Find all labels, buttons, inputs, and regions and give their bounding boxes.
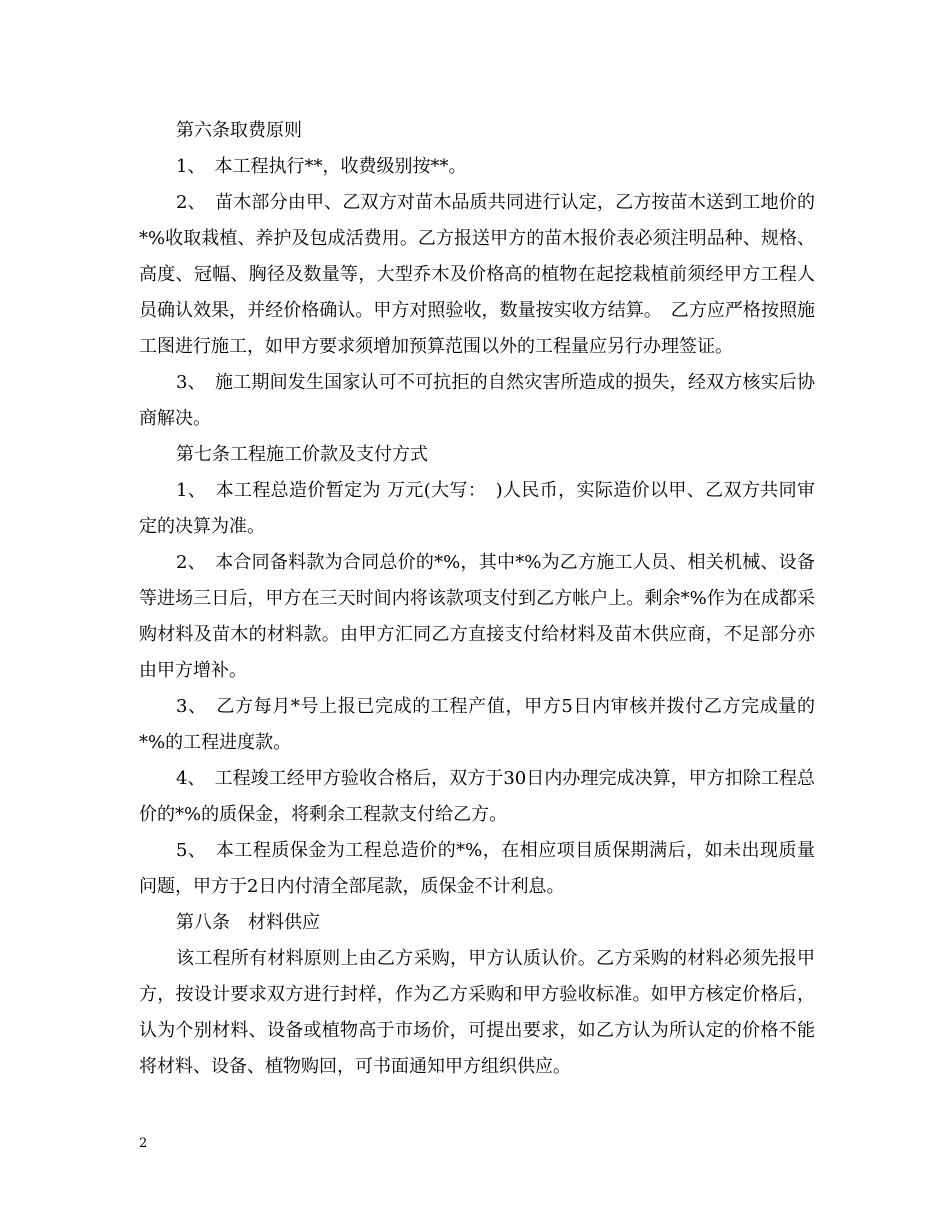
article-6-heading: 第六条取费原则 <box>176 120 302 141</box>
article-7-clause-1: 1、 本工程总造价暂定为 万元(大写： )人民币，实际造价以甲、乙双方共同审定的决算为准。 <box>139 480 815 537</box>
document-body <box>139 113 815 1085</box>
article-6-clause-3: 3、 施工期间发生国家认可不可抗拒的自然灾害所造成的损失，经双方核实后协商解决。 <box>139 372 815 429</box>
article-7-heading: 第七条工程施工价款及支付方式 <box>176 444 428 465</box>
article-7-clause-2: 2、 本合同备料款为合同总价的*%，其中*%为乙方施工人员、相关机械、设备等进场三日后，甲方在三天时间内将该款项支付到乙方帐户上。剩余*%作为在成都采购材料及苗木的材料款。由甲方汇同乙方直接支付给材料及苗木供应商，不足部分亦由甲方增补。 <box>139 552 815 681</box>
article-6-clause-2: 2、 苗木部分由甲、乙双方对苗木品质共同进行认定，乙方按苗木送到工地价的*%收取栽植、养护及包成活费用。乙方报送甲方的苗木报价表必须注明品种、规格、高度、冠幅、胸径及数量等，大型乔木及价格高的植物在起挖栽植前须经甲方工程人员确认效果，并经价格确认。甲方对照验收，数量按实收方结算。 乙方应严格按照施工图进行施工，如甲方要求须增加预算范围以外的工程量应另行办理签证。 <box>139 192 815 357</box>
page-number: 2 <box>139 1136 148 1151</box>
article-7-clause-3: 3、 乙方每月*号上报已完成的工程产值，甲方5日内审核并拨付乙方完成量的*%的工程进度款。 <box>139 696 815 753</box>
article-6-clause-1: 1、 本工程执行**，收费级别按**。 <box>176 156 467 177</box>
article-8-heading: 第八条 材料供应 <box>176 912 320 933</box>
article-7-clause-5: 5、 本工程质保金为工程总造价的*%，在相应项目质保期满后，如未出现质量问题，甲方于2日内付清全部尾款，质保金不计利息。 <box>139 840 815 897</box>
article-7-clause-4: 4、 工程竣工经甲方验收合格后，双方于30日内办理完成决算，甲方扣除工程总价的*%的质保金，将剩余工程款支付给乙方。 <box>139 768 815 825</box>
article-8-body: 该工程所有材料原则上由乙方采购，甲方认质认价。乙方采购的材料必须先报甲方，按设计要求双方进行封样，作为乙方采购和甲方验收标准。如甲方核定价格后，认为个别材料、设备或植物高于市场价，可提出要求，如乙方认为所认定的价格不能将材料、设备、植物购回，可书面通知甲方组织供应。 <box>139 948 815 1077</box>
